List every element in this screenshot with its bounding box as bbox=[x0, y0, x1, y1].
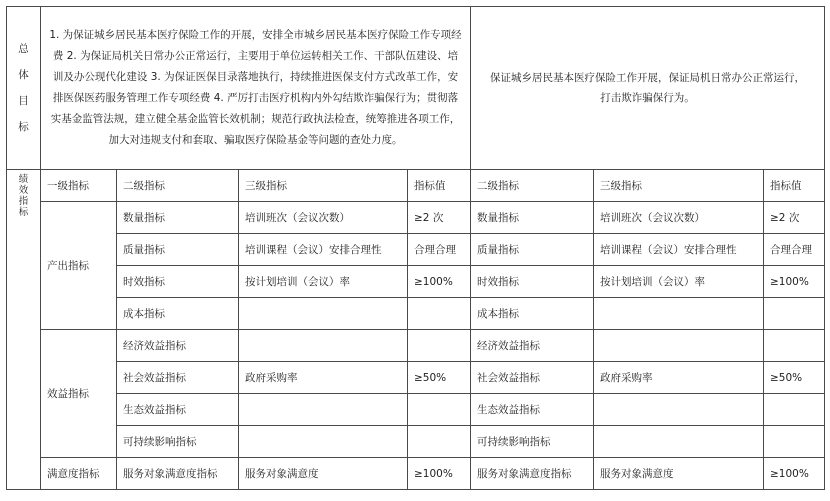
cell-l3 bbox=[239, 426, 408, 458]
cell-l3: 服务对象满意度 bbox=[239, 458, 408, 490]
cell-r3: 服务对象满意度 bbox=[594, 458, 764, 490]
cell-r3: 培训课程（会议）安排合理性 bbox=[594, 234, 764, 266]
cell-value bbox=[408, 426, 471, 458]
cell-value: 合理合理 bbox=[408, 234, 471, 266]
cell-rvalue bbox=[764, 330, 825, 362]
cell-l3 bbox=[239, 330, 408, 362]
cell-value: ≥2 次 bbox=[408, 202, 471, 234]
cell-r2: 服务对象满意度指标 bbox=[471, 458, 594, 490]
overall-goal-text-left: 1. 为保证城乡居民基本医疗保险工作的开展，安排全市城乡居民基本医疗保险工作专项经费 2. 为保证局机关日常办公正常运行，主要用于单位运转相关工作、干部队伍建设、培训及办公现代化建设 3. 为保证医保目录落地执行，持续推进医保支付方式改革工作，安排医保医药服务管理工作专项经费 4. 严厉打击医疗机构内外勾结欺诈骗保行为；贯彻落实基金监管法规，建立健全基金监管长效机制；规范行政执法检查，统筹推进各项工作，加大对违规支付和套取、骗取医疗保险基金等问题的查处力度。 bbox=[41, 7, 471, 170]
header-value: 指标值 bbox=[408, 170, 471, 202]
table-row bbox=[7, 458, 825, 490]
cell-value: ≥100% bbox=[408, 458, 471, 490]
header-value-right: 指标值 bbox=[764, 170, 825, 202]
cell-l2: 可持续影响指标 bbox=[117, 426, 239, 458]
cell-rvalue: ≥100% bbox=[764, 266, 825, 298]
performance-goal-sheet bbox=[6, 6, 824, 494]
cell-r2: 可持续影响指标 bbox=[471, 426, 594, 458]
cell-rvalue: ≥2 次 bbox=[764, 202, 825, 234]
cell-r3 bbox=[594, 394, 764, 426]
cell-r2: 经济效益指标 bbox=[471, 330, 594, 362]
group-benefit: 效益指标 bbox=[41, 330, 117, 458]
overall-goal-text-right: 保证城乡居民基本医疗保险工作开展，保证局机日常办公正常运行，打击欺诈骗保行为。 bbox=[471, 7, 825, 170]
cell-l2: 成本指标 bbox=[117, 298, 239, 330]
cell-value bbox=[408, 330, 471, 362]
header-level1: 一级指标 bbox=[41, 170, 117, 202]
cell-r3 bbox=[594, 426, 764, 458]
cell-r3 bbox=[594, 330, 764, 362]
cell-value bbox=[408, 298, 471, 330]
cell-l2: 生态效益指标 bbox=[117, 394, 239, 426]
performance-indicator-label: 绩效指标 bbox=[7, 170, 41, 490]
overall-goal-label: 总体目标 bbox=[7, 7, 41, 170]
table-row bbox=[7, 266, 825, 298]
header-level3: 三级指标 bbox=[239, 170, 408, 202]
group-satisfaction: 满意度指标 bbox=[41, 458, 117, 490]
header-level3-right: 三级指标 bbox=[594, 170, 764, 202]
table-row bbox=[7, 298, 825, 330]
table-row bbox=[7, 394, 825, 426]
cell-r2: 社会效益指标 bbox=[471, 362, 594, 394]
cell-r3: 政府采购率 bbox=[594, 362, 764, 394]
header-level2: 二级指标 bbox=[117, 170, 239, 202]
cell-l3: 政府采购率 bbox=[239, 362, 408, 394]
cell-r3 bbox=[594, 298, 764, 330]
table-row bbox=[7, 330, 825, 362]
cell-l3 bbox=[239, 298, 408, 330]
cell-rvalue: ≥50% bbox=[764, 362, 825, 394]
cell-rvalue: 合理合理 bbox=[764, 234, 825, 266]
cell-rvalue: ≥100% bbox=[764, 458, 825, 490]
performance-goal-table bbox=[6, 6, 825, 490]
cell-value: ≥100% bbox=[408, 266, 471, 298]
cell-l2: 数量指标 bbox=[117, 202, 239, 234]
table-row bbox=[7, 362, 825, 394]
cell-r2: 成本指标 bbox=[471, 298, 594, 330]
cell-r2: 数量指标 bbox=[471, 202, 594, 234]
overall-goal-row bbox=[7, 7, 825, 170]
header-level2-right: 二级指标 bbox=[471, 170, 594, 202]
cell-l2: 质量指标 bbox=[117, 234, 239, 266]
cell-rvalue bbox=[764, 298, 825, 330]
cell-l2: 经济效益指标 bbox=[117, 330, 239, 362]
cell-l3: 培训课程（会议）安排合理性 bbox=[239, 234, 408, 266]
cell-value: ≥50% bbox=[408, 362, 471, 394]
cell-r2: 质量指标 bbox=[471, 234, 594, 266]
table-row bbox=[7, 426, 825, 458]
cell-r2: 生态效益指标 bbox=[471, 394, 594, 426]
cell-l3: 培训班次（会议次数） bbox=[239, 202, 408, 234]
cell-r3: 培训班次（会议次数） bbox=[594, 202, 764, 234]
cell-l2: 社会效益指标 bbox=[117, 362, 239, 394]
table-row bbox=[7, 202, 825, 234]
header-row bbox=[7, 170, 825, 202]
cell-r2: 时效指标 bbox=[471, 266, 594, 298]
group-output: 产出指标 bbox=[41, 202, 117, 330]
cell-l3: 按计划培训（会议）率 bbox=[239, 266, 408, 298]
cell-rvalue bbox=[764, 426, 825, 458]
cell-value bbox=[408, 394, 471, 426]
cell-r3: 按计划培训（会议）率 bbox=[594, 266, 764, 298]
cell-l2: 服务对象满意度指标 bbox=[117, 458, 239, 490]
table-row bbox=[7, 234, 825, 266]
cell-l3 bbox=[239, 394, 408, 426]
cell-rvalue bbox=[764, 394, 825, 426]
cell-l2: 时效指标 bbox=[117, 266, 239, 298]
